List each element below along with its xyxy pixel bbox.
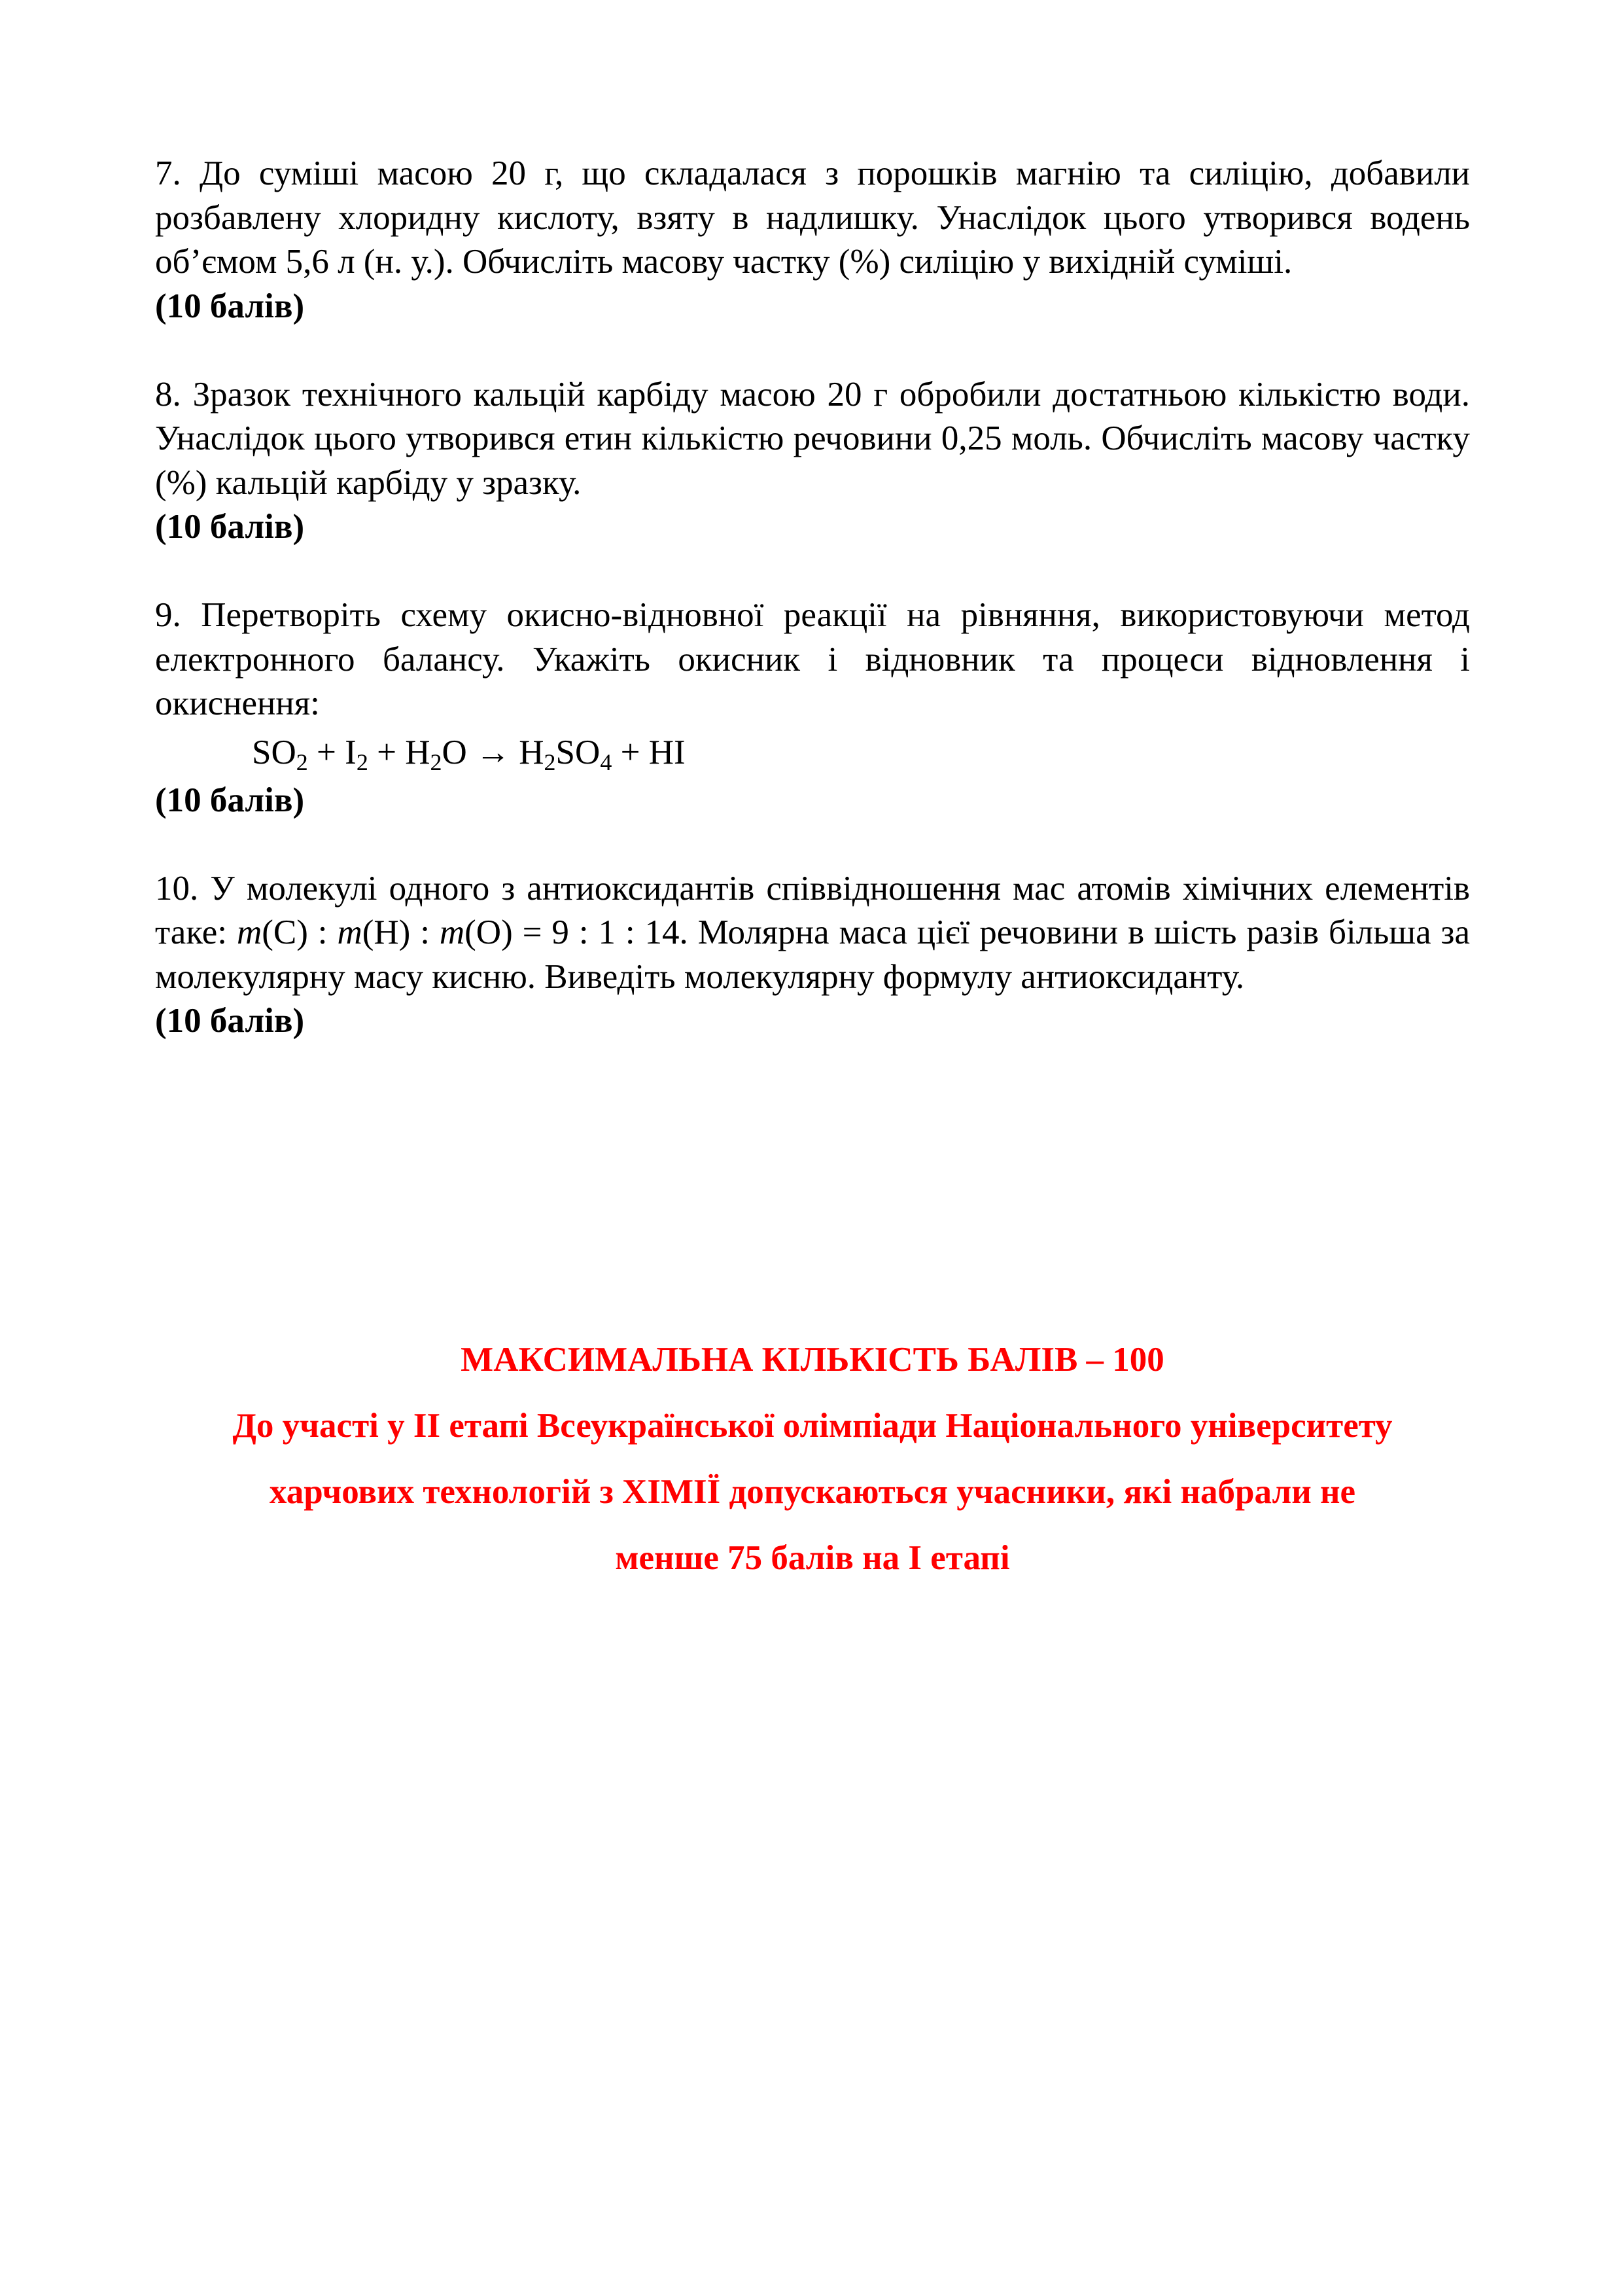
eq-part: + HI [612, 733, 686, 771]
task-7-body: До суміші масою 20 г, що складалася з порошків магнію та силіцію, добавили розбавлену хлоридну кислоту, взяту в надлишку. Унаслідок цього утворився водень об’ємом 5,6 л (н. у.). Обчисліть масову частку (%) силіцію у вихідній суміші. [155, 154, 1471, 281]
ratio-part: (H) : [362, 913, 440, 951]
eq-part: SO [555, 733, 601, 771]
task-9-text [155, 593, 1470, 726]
task-10 [155, 867, 1470, 1044]
task-9 [155, 593, 1470, 822]
spacer [155, 822, 1470, 867]
eq-part: O → H [442, 733, 544, 771]
admission-note-line-1: До участі у ІІ етапі Всеукраїнської олімпіади Національного університету [232, 1407, 1393, 1445]
eq-subscript: 2 [544, 749, 556, 775]
eq-subscript: 2 [296, 749, 308, 775]
mass-symbol: m [439, 913, 465, 951]
eq-subscript: 2 [356, 749, 368, 775]
admission-note-line-3: менше 75 балів на І етапі [615, 1539, 1010, 1577]
task-10-body-start: У молекулі одного з антиоксидантів співвідношення мас атомів хімічних елементів таке: [155, 869, 1471, 951]
task-8-text [155, 373, 1470, 506]
eq-subscript: 4 [600, 749, 612, 775]
spacer [155, 550, 1470, 594]
max-score-heading: МАКСИМАЛЬНА КІЛЬКІСТЬ БАЛІВ – 100 [461, 1341, 1164, 1379]
redox-equation [155, 726, 1470, 779]
task-8-points: (10 балів) [155, 508, 305, 546]
task-7-points: (10 балів) [155, 287, 305, 325]
task-10-body-end: (O) = 9 : 1 : 14. Молярна маса цієї речовини в шість разів більша за молекулярну масу кисню. Виведіть молекулярну формулу антиоксиданту. [155, 913, 1471, 996]
task-7-number: 7. [155, 154, 181, 192]
task-8-body: Зразок технічного кальцій карбіду масою 20 г обробили достатньою кількістю води. Унаслідок цього утворився етин кількістю речовини 0,25 моль. Обчисліть масову частку (%) кальцій карбіду у зразку. [155, 375, 1471, 502]
spacer [155, 328, 1470, 373]
mass-symbol: m [236, 913, 262, 951]
mass-symbol: m [337, 913, 362, 951]
task-9-body: Перетворіть схему окисно-відновної реакції на рівняння, використовуючи метод електронного балансу. Укажіть окисник і відновник та процеси відновлення і окиснення: [155, 596, 1470, 722]
eq-subscript: 2 [430, 749, 442, 775]
eq-part: + I [307, 733, 357, 771]
task-8-number: 8. [155, 375, 181, 414]
task-10-number: 10. [155, 869, 199, 908]
task-7 [155, 152, 1470, 328]
admission-note-line-2: харчових технологій з ХІМІЇ допускаються учасники, які набрали не [269, 1473, 1356, 1511]
task-10-text [155, 867, 1470, 1000]
footer-notice [155, 1327, 1470, 1591]
task-10-points: (10 балів) [155, 1002, 305, 1040]
eq-part: SO [252, 733, 296, 771]
ratio-part: (C) : [262, 913, 338, 951]
task-7-text [155, 152, 1470, 285]
task-8 [155, 373, 1470, 550]
document-page [155, 152, 1470, 1044]
task-9-points: (10 балів) [155, 781, 305, 819]
eq-part: + H [368, 733, 430, 771]
task-9-number: 9. [155, 596, 181, 634]
